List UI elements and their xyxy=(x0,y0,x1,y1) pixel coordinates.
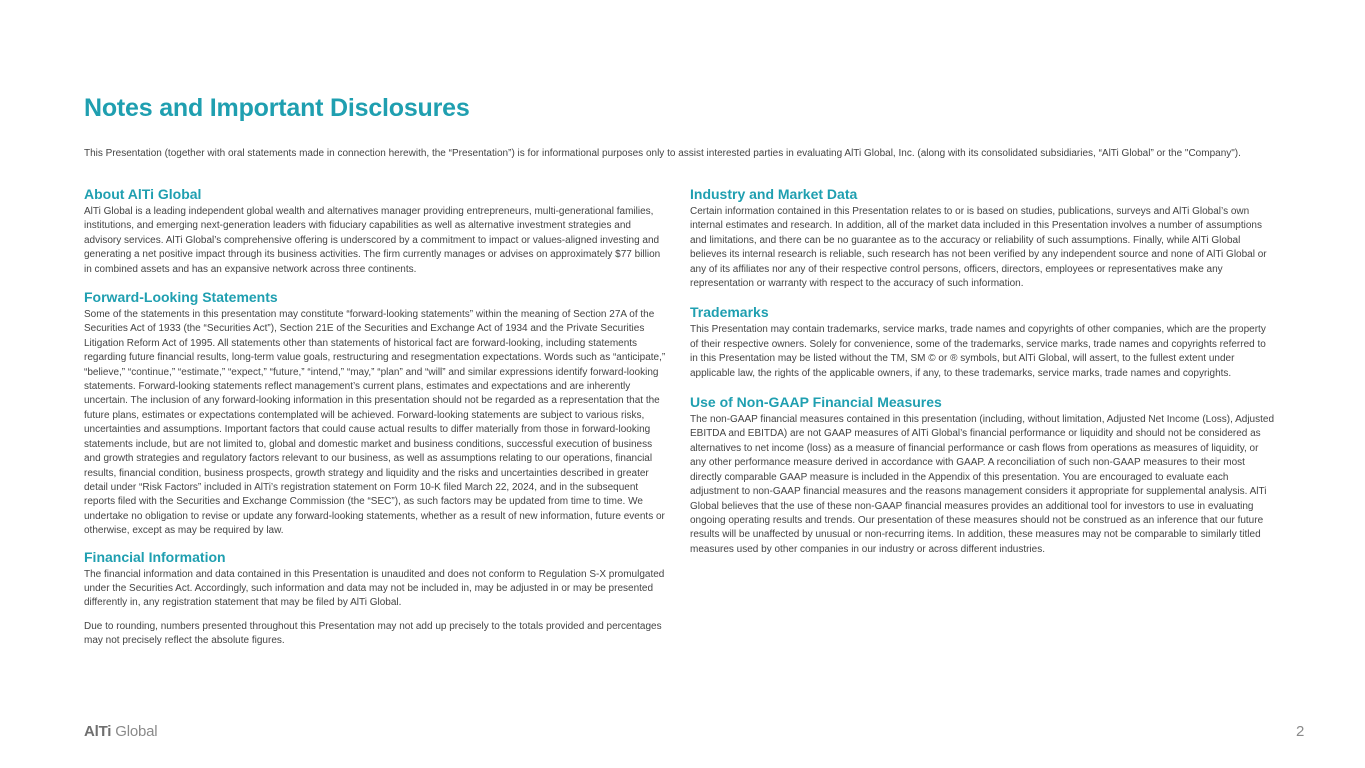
page-title: Notes and Important Disclosures xyxy=(84,94,470,122)
section-financial-information xyxy=(84,549,667,649)
right-column xyxy=(690,186,1275,557)
section-about xyxy=(84,186,667,277)
section-heading: Forward-Looking Statements xyxy=(84,289,278,306)
section-body: Certain information contained in this Presentation relates to or is based on studies, publications, surveys and AlTi Global’s own internal estimates and research. In addition, all of the market data included in this Presentation involves a number of assumptions and limitations, and there can be no guarantee as to the accuracy or reliability of such assumptions. Finally, while AlTi Global believes its internal research is reliable, such research has not been verified by any independent source and none of AlTi Global or any of its affiliates nor any of their respective control persons, officers, directors, employees or representatives make any representation or warranty with respect to the accuracy of such information. xyxy=(690,206,1267,290)
left-column xyxy=(84,186,667,649)
section-forward-looking xyxy=(84,289,667,539)
section-trademarks xyxy=(690,304,1275,381)
logo-rest: Global xyxy=(111,723,158,740)
section-heading: Financial Information xyxy=(84,548,226,565)
section-body: Some of the statements in this presentation may constitute “forward-looking statements” within the meaning of Section 27A of the Securities Act of 1933 (the “Securities Act”), Section 21E of the Securities and Exchange Act of 1934 and the Private Securities Litigation Reform Act of 1995. All statements other than statements of historical fact are forward-looking, including statements regarding future financial results, long-term value goals, restructuring and resegmentation expectations. Words such as “anticipate,” “believe,” “continue,” “estimate,” “expect,” “future,” “intend,” “may,” “plan” and “will” and similar expressions identify forward-looking statements. Forward-looking statements reflect management’s current plans, estimates and expectations and are inherently uncertain. The inclusion of any forward-looking information in this presentation should not be regarded as a representation that the future plans, estimates or expectations contemplated will be achieved. Forward-looking statements are subject to various risks, uncertainties and assumptions. Important factors that could cause actual results to differ materially from those in forward-looking statements include, but are not limited to, global and domestic market and business conditions, successful execution of business and growth strategies and regulatory factors relevant to our business, as well as assumptions relating to our operations, financial results, financial condition, business prospects, growth strategy and liquidity and the risks and uncertainties described in greater detail under “Risk Factors” included in AlTi’s registration statement on Form 10-K filed March 22, 2024, and in the subsequent reports filed with the Securities and Exchange Commission (the “SEC”), as such factors may be updated from time to time. We undertake no obligation to revise or update any forward-looking statements, whether as a result of new information, future events or otherwise, except as may be required by law. xyxy=(84,309,666,537)
footer-logo xyxy=(84,723,157,740)
section-non-gaap xyxy=(690,394,1275,557)
section-body-rounding: Due to rounding, numbers presented throughout this Presentation may not add up precisely to the totals provided and percentages may not precisely reflect the absolute figures. xyxy=(84,620,662,647)
section-heading: About AlTi Global xyxy=(84,186,202,202)
section-heading: Industry and Market Data xyxy=(690,186,858,202)
logo-brand: AlTi xyxy=(84,723,112,740)
section-heading: Use of Non-GAAP Financial Measures xyxy=(690,394,942,411)
section-body: The non-GAAP financial measures contained in this presentation (including, without limitation, Adjusted Net Income (Loss), Adjusted EBITDA and EBITDA) are not GAAP measures of AlTi Global’s financial performance or liquidity and should not be considered as alternatives to net income (loss) as a measure of financial performance or cash flows from operations as measures of liquidity, or any other performance measure derived in accordance with GAAP. A reconciliation of such non-GAAP measures to their most directly comparable GAAP measure is included in the Appendix of this presentation. You are encouraged to evaluate each adjustment to non-GAAP financial measures and the reasons management considers it appropriate for supplemental analysis. AlTi Global believes that the use of these non-GAAP financial measures provides an additional tool for investors to use in evaluating ongoing operating results and trends. Our presentation of these measures should not be construed as an inference that our future results will be unaffected by unusual or non-recurring items. In addition, these measures may not be comparable to similarly titled measures used by other companies in our industry or across different industries. xyxy=(690,414,1275,555)
section-body: The financial information and data contained in this Presentation is unaudited and does not conform to Regulation S-X promulgated under the Securities Act. Accordingly, such information and data may not be included in, may be adjusted in or may be presented differently in, any registration statement that may be filed by AlTi Global. xyxy=(84,568,665,609)
section-heading: Trademarks xyxy=(690,304,769,321)
page-number: 2 xyxy=(1296,723,1305,740)
section-body: This Presentation may contain trademarks, service marks, trade names and copyrights of other companies, which are the property of their respective owners. Solely for convenience, some of the trademarks, service marks, trade names and copyrights referred to in this Presentation may be listed without the TM, SM © or ® symbols, but AlTi Global, will assert, to the fullest extent under applicable law, the rights of the applicable owners, if any, to these trademarks, service marks, trade names and copyrights. xyxy=(690,324,1266,379)
section-industry-market-data xyxy=(690,186,1275,291)
intro-paragraph: This Presentation (together with oral statements made in connection herewith, the “Presentation”) is for informational purposes only to assist interested parties in evaluating AlTi Global, Inc. (along with its consolidated subsidiaries, “AlTi Global” or the "Company"). xyxy=(84,148,1241,159)
section-body: AlTi Global is a leading independent global wealth and alternatives manager providing entrepreneurs, multi-generational families, institutions, and emerging next-generation leaders with fiduciary capabilities as well as alternative investment strategies and advisory services. AlTi Global’s comprehensive offering is underscored by a commitment to impact or values-aligned investing and generating a net positive impact through its business activities. The firm currently manages or advises on approximately $77 billion in combined assets and has an expansive network across three continents. xyxy=(84,206,661,275)
